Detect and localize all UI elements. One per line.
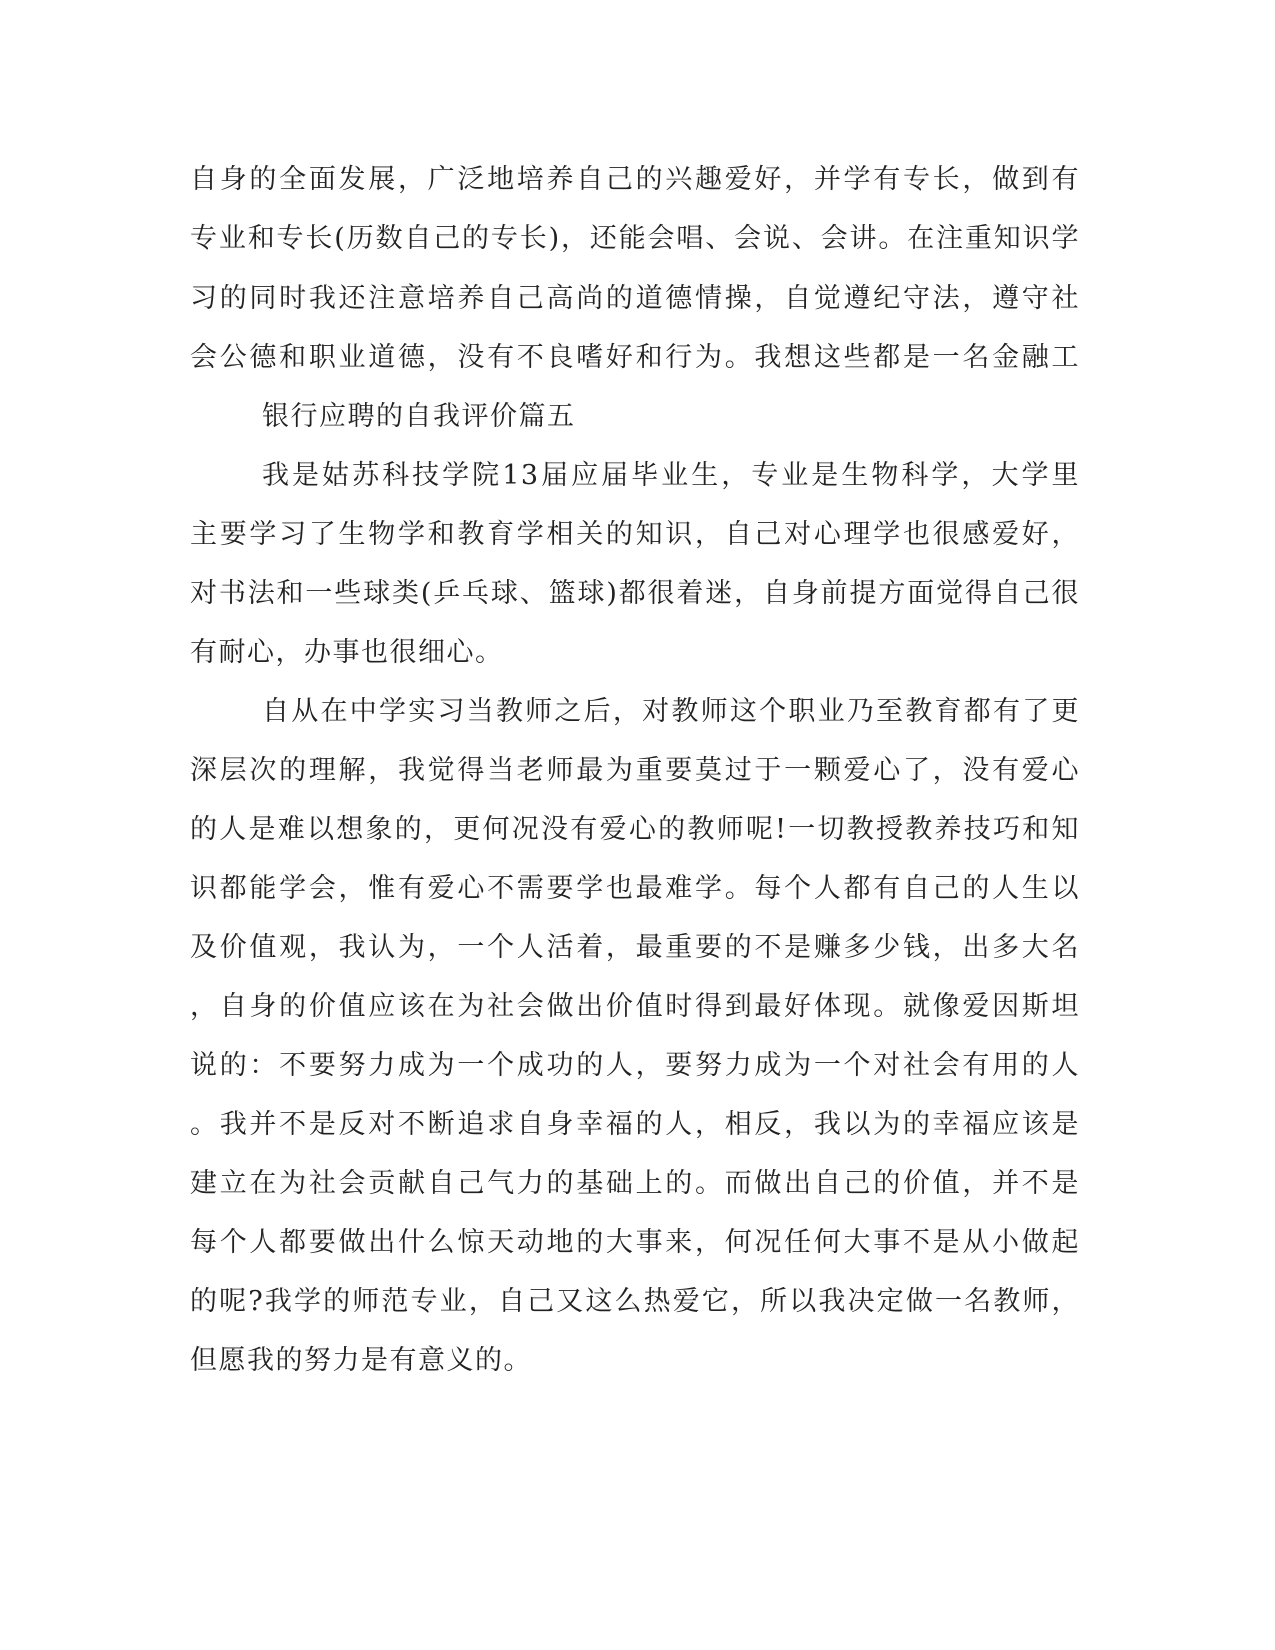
paragraph-line: 建立在为社会贡献自己气力的基础上的。而做出自己的价值，并不是 [190,1168,1080,1199]
paragraph-line: ，自身的价值应该在为社会做出价值时得到最好体现。就像爱因斯坦 [190,991,1080,1022]
paragraph-line: 习的同时我还注意培养自己高尚的道德情操，自觉遵纪守法，遵守社 [190,283,1080,314]
paragraph-line: 每个人都要做出什么惊天动地的大事来，何况任何大事不是从小做起 [190,1227,1080,1258]
paragraph-line: 深层次的理解，我觉得当老师最为重要莫过于一颗爱心了，没有爱心 [190,755,1080,786]
paragraph-line: 我是姑苏科技学院13届应届毕业生，专业是生物科学，大学里 [262,460,1080,491]
paragraph-line: 。我并不是反对不断追求自身幸福的人，相反，我以为的幸福应该是 [190,1109,1080,1140]
paragraph-line: 对书法和一些球类(乒乓球、篮球)都很着迷，自身前提方面觉得自己很 [190,578,1080,609]
paragraph-line: 有耐心，办事也很细心。 [190,637,504,668]
paragraph-line: 自从在中学实习当教师之后，对教师这个职业乃至教育都有了更 [262,696,1080,727]
paragraph-line: 识都能学会，惟有爱心不需要学也最难学。每个人都有自己的人生以 [190,873,1080,904]
paragraph-line: 及价值观，我认为，一个人活着，最重要的不是赚多少钱，出多大名 [190,932,1080,963]
paragraph-line: 的人是难以想象的，更何况没有爱心的教师呢!一切教授教养技巧和知 [190,814,1080,845]
paragraph-line: 会公德和职业道德，没有不良嗜好和行为。我想这些都是一名金融工 [190,342,1080,373]
paragraph-line: 的呢?我学的师范专业，自己又这么热爱它，所以我决定做一名教师， [190,1286,1080,1317]
paragraph-line: 但愿我的努力是有意义的。 [190,1345,532,1376]
paragraph-line: 自身的全面发展，广泛地培养自己的兴趣爱好，并学有专长，做到有 [190,164,1080,195]
paragraph-line: 说的：不要努力成为一个成功的人，要努力成为一个对社会有用的人 [190,1050,1080,1081]
paragraph-line: 主要学习了生物学和教育学相关的知识，自己对心理学也很感爱好， [190,519,1080,550]
section-heading: 银行应聘的自我评价篇五 [262,401,576,432]
paragraph-line: 专业和专长(历数自己的专长)，还能会唱、会说、会讲。在注重知识学 [190,223,1080,254]
